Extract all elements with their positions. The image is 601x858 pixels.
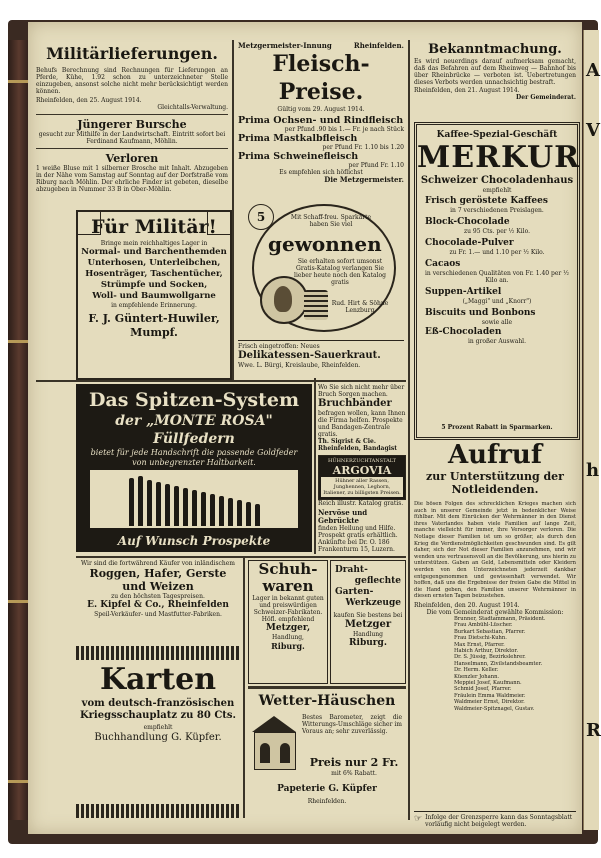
fleisch-item-name: Prima Mastkalbfleisch: [238, 133, 358, 144]
draht-w3: Garten-: [335, 587, 374, 597]
argovia-body: Hühner aller Rassen, Junghennen, Leghorn, Italiener, zu billigsten Preisen.: [321, 477, 403, 497]
militaer-line: Strümpfe und Socken,: [100, 280, 208, 290]
aufruf-date: Rheinfelden, den 20. August 1914.: [414, 601, 520, 609]
fleisch-item-price: per Pfund Fr. 1.10: [348, 162, 404, 169]
merkur-item-name: Cacaos: [425, 259, 461, 269]
schuh-sub: Handlung,: [272, 634, 304, 641]
sauerkraut-ad: [238, 340, 404, 379]
pen-nib-icon: [138, 476, 143, 526]
schuh-ad: [248, 560, 328, 684]
house-body: [254, 732, 296, 770]
weather-house-icon: [252, 716, 296, 774]
section-rule: [248, 686, 406, 689]
wetter-body: Bestes Barometer, zeigt die Witterungs-Umschläge sicher im Voraus an; sehr zuverlässig.: [302, 714, 402, 735]
draht-ad: [330, 560, 406, 684]
house-door: [260, 743, 270, 763]
metzger-header-left: Metzgermeister-Innung: [238, 41, 332, 50]
roggen-sub: Speil-Verkäufer- und Mastfutter-Fabriken.: [94, 611, 222, 618]
committee-member: Habich Arthur, Direktor.: [454, 647, 518, 654]
fleisch-note: Es empfehlen sich höflichst: [279, 169, 363, 176]
militaer-outro: in empfehlende Erinnerung.: [111, 302, 197, 309]
sauerkraut-prefix: Frisch eingetroffen: Neues: [238, 343, 320, 350]
draht-town: Riburg.: [349, 638, 387, 648]
next-page-letter: R: [586, 720, 601, 741]
merkur-header: Kaffee-Spezial-Geschäft: [436, 130, 558, 140]
pen-nib-icon: [183, 488, 188, 526]
committee-member: Meppiel Josef, Kaufmann.: [454, 679, 522, 686]
fleisch-item-price: per Pfund Fr. 1.10 bis 1.20: [322, 144, 404, 151]
bruch-body: befragen wollen, kann Ihnen die Firma helfen. Prospekte und Bandagen-Zentrale gratis.: [318, 410, 406, 438]
merkur-item-name: Biscuits und Bonbons: [425, 308, 536, 318]
aufruf-committee: Die vom Gemeinderat gewählte Kommission:: [426, 608, 564, 616]
ornament-corner: [78, 212, 101, 235]
draht-sub: Handlung: [352, 631, 383, 638]
wetter-title: Wetter-Häuschen: [258, 693, 396, 709]
section-rule: [36, 380, 406, 382]
schuh-body: Lager in bekannt guten und preiswürdigen Schweizer-Fabrikaten. Höfl. empfehlend: [252, 595, 324, 623]
ornament-corner: [207, 212, 230, 235]
schuh-title: Schuh-waren: [258, 560, 318, 595]
lost-body: 1 weiße Bluse mit 1 silberner Brosche mit Inhalt. Abzugeben in der Nähe vom Samstag auf Sonntag auf der Dorfstraße vom Riburg nach Möhlin. Der ehrliche Finder ist gebeten, dieselbe abzugeben in Nummer 33 B in Ober-Möhlin.: [36, 165, 228, 193]
bruch-note: Wo Sie sich nicht mehr über Bruch Sorgen machen.: [318, 384, 405, 398]
merkur-item-desc: in verschiedenen Qualitäten von Fr. 1.40 per ½ Kilo an.: [425, 270, 569, 284]
committee-member: Brunner, Stadtammann, Präsident.: [454, 615, 546, 622]
ornament-band: [76, 646, 240, 660]
bruch-title: Bruchbänder: [318, 398, 392, 409]
coin-stack-icon: [304, 290, 328, 320]
committee-member: Hanselmann, Zivilstandsbeamter.: [454, 660, 543, 667]
fleisch-title: Fleisch-Preise.: [272, 51, 370, 105]
aufruf-title: Aufruf: [447, 440, 543, 470]
merkur-item-name: Frisch geröstete Kaffees: [425, 196, 548, 206]
fleisch-item-name: Prima Schweinefleisch: [238, 151, 359, 162]
committee-member: Burkart Sebastian, Pfarrer.: [454, 628, 526, 635]
merkur-item-desc: („Maggi" und „Knorr"): [462, 298, 532, 305]
military-signer: Gleichtalls-Verwaltung.: [157, 104, 228, 111]
pen-nib-icon: [165, 484, 170, 526]
aufruf-notice: [414, 440, 576, 830]
nerven-body: finden Heilung und Hilfe. Prospekt gratis erhältlich. Ankünfte bei Dr. O. 186 Frankenturm 15, Luzern.: [318, 525, 398, 553]
merkur-subtitle: Schweizer Chocoladenhaus: [420, 175, 574, 186]
militaer-line: Normal- und Barchenthemden: [81, 247, 227, 257]
next-page-letter: V: [586, 120, 600, 141]
column-rule: [243, 556, 245, 818]
pen-nib-icon: [228, 498, 233, 526]
sauerkraut-addr: Wwe. L. Bürgi, Kreislaube, Rheinfelden.: [238, 362, 361, 369]
committee-member: Fräulein Emma Waldmeier.: [454, 692, 526, 699]
schuh-firm: Metzger,: [265, 623, 311, 633]
pen-nib-icon: [255, 504, 260, 526]
committee-member: Küenzler Johann.: [454, 673, 500, 680]
draht-firm: Metzger: [344, 619, 392, 630]
fleisch-valid: Gültig vom 29. August 1914.: [277, 106, 365, 113]
committee-member: Frau Dietschi-Kuhn.: [454, 635, 507, 642]
metzger-header-right: Rheinfelden.: [353, 41, 404, 50]
portrait-head: [274, 286, 292, 312]
spitzen-title: Das Spitzen-System: [88, 389, 300, 411]
merkur-item-desc: in 7 verschiedenen Preislagen.: [450, 207, 544, 214]
draht-w2: geflechte: [354, 576, 401, 586]
wetter-town: Rheinfelden.: [307, 798, 347, 805]
newspaper-page: [28, 22, 582, 834]
spine-band: [8, 340, 30, 343]
aufruf-footer: [414, 811, 576, 828]
bruch-ad: [318, 384, 406, 554]
wetter-firm: Papeterie G. Küpfer: [277, 784, 377, 794]
pen-nibs-illustration: [90, 470, 298, 528]
merkur-item-name: Suppen-Artikel: [425, 287, 502, 297]
aufruf-sub2: Notleidenden.: [451, 483, 539, 496]
committee-member: Waldmeier Ernst, Direktor.: [454, 699, 525, 706]
merkur-footer: 5 Prozent Rabatt in Sparmarken.: [441, 424, 553, 431]
spine-band: [8, 600, 30, 603]
militaer-intro: Bringe mein reichhaltiges Lager in: [100, 240, 208, 247]
karten-ad: [76, 662, 240, 800]
spitzen-ad: [76, 384, 312, 552]
militaer-firm: F. J. Güntert-Huwiler,: [88, 312, 220, 325]
fleisch-signer: Die Metzgermeister.: [324, 175, 404, 184]
bursche-body: gesucht zur Mithilfe in der Landwirtschaft. Eintritt sofort bei Ferdinand Kaufmann, Möhlin.: [38, 131, 226, 145]
bekannt-notice: [414, 42, 576, 122]
pen-nib-icon: [156, 482, 161, 526]
column-rule: [408, 40, 410, 820]
roggen-title2: und Weizen: [122, 580, 194, 593]
militaer-title: Für Militär!: [91, 216, 217, 238]
merkur-item-desc: in großer Auswahl.: [467, 338, 527, 345]
column-rule: [314, 378, 316, 554]
gewonnen-top: Mit Schaff-freu. Sparkarte haben Sie viel: [290, 214, 372, 228]
gewonnen-ad: [238, 198, 404, 336]
aufruf-names: [414, 616, 576, 712]
military-date: Rheinfelden, den 25. August 1914.: [36, 97, 142, 104]
military-title: Militärlieferungen.: [46, 44, 218, 63]
pointing-hand-icon: ☞: [414, 814, 423, 824]
draht-w1: Draht-: [335, 565, 368, 575]
pen-nib-icon: [237, 500, 242, 526]
house-roof: [252, 716, 296, 732]
roggen-ad: [76, 560, 240, 644]
merkur-title: MERKUR: [417, 140, 581, 175]
next-page-letter: A: [586, 60, 600, 81]
argovia-title: ARGOVIA: [332, 464, 392, 477]
gewonnen-body: Sie erhalten sofort umsonst Gratis-Katalog verlangen Sie lieber heute noch den Katalog gratis: [294, 258, 386, 286]
merkur-item-name: Block-Chocolade: [425, 217, 510, 227]
bekannt-body: Es wird neuerdings darauf aufmerksam gemacht, daß das Befahren auf dem Rheinweg — Bahnhof bis über Rheinbrücke — verboten ist. Uebertretungen dieses Verbots werden unnachsichtig bestraft.: [414, 58, 576, 86]
pen-nib-icon: [219, 496, 224, 526]
committee-member: Waldmeier-Spitznagel, Gustav.: [454, 705, 535, 712]
militaer-line: Unterhosen, Unterleibchen,: [87, 258, 221, 268]
committee-member: Dr. Herm. Keller.: [454, 667, 499, 674]
fleisch-ad: [238, 42, 404, 194]
spine-band: [8, 80, 30, 83]
divider: [36, 148, 228, 149]
argovia-foot: Reich illustr. Katalog gratis.: [318, 500, 404, 507]
coin-portrait-icon: [260, 276, 308, 324]
next-page-edge: [583, 30, 599, 830]
house-door: [280, 743, 290, 763]
roggen-title1: Roggen, Hafer, Gerste: [89, 567, 227, 580]
military-body: Behufs Berechnung sind Rechnungen für Lieferungen an Pferde, Kühe, 1.92 schon zu unterzeichneter Stelle einzugeben, ansonst solche nicht mehr berücksichtigt werden können.: [36, 67, 228, 95]
karten-line2: Kriegsschauplatz zu 80 Cts.: [79, 710, 237, 721]
schuh-town: Riburg.: [271, 641, 305, 651]
sauerkraut-name: Delikatessen-Sauerkraut.: [238, 350, 381, 361]
karten-line1: vom deutsch-französischen: [81, 698, 235, 709]
gewonnen-title: gewonnen: [268, 232, 382, 256]
divider: [36, 114, 228, 115]
bekannt-date: Rheinfelden, den 21. August 1914.: [414, 87, 520, 94]
nerven-title: Nervöse und Gebrückte: [318, 508, 368, 525]
aufruf-body: Die bösen Folgen des schrecklichen Krieges machen sich auch in unserer Gemeinde jetzt in bedenklicher Weise fühlbar. Mit dem Einrücken der Wehrmänner in den Dienst ihres Vaterlandes haben viele Familien auf lange Zeit, manche vielleicht für immer, ihre Versorger verloren. Die Notlage dieser Familien ist um so größer, als durch den Krieg die Verdienstmöglichkeiten geschwunden sind. Es gilt daher, sich der Not dieser Familien anzunehmen, und wir wenden uns vertrauensvoll an die Bevölkerung, uns hierin zu unterstützen. Gaben an Geld, Lebensmitteln oder Kleidern werden von den Unterzeichneten jederzeit dankbar entgegengenommen und gewissenhaft verwendet. Wir hoffen, daß uns die Ergebnisse der freien Gabe die Mittel in die Hand geben, den Familien unserer Wehrmänner in diesen ernsten Tagen beizustehen.: [414, 501, 576, 600]
fleisch-item-name: Prima Ochsen- und Rindfleisch: [238, 115, 404, 126]
pen-nib-icon: [129, 478, 134, 526]
karten-title: Karten: [99, 662, 217, 697]
merkur-emp: empfiehlt: [482, 187, 512, 194]
military-notice: [36, 44, 228, 224]
wetter-ad: [248, 692, 406, 822]
bekannt-signer: Der Gemeinderat.: [516, 94, 576, 101]
draht-w4: Werkzeuge: [345, 598, 401, 608]
section-rule: [76, 556, 406, 558]
aufruf-sub1: zur Unterstützung der: [426, 470, 564, 483]
bursche-title: Jüngerer Bursche: [77, 118, 187, 131]
pen-nib-icon: [174, 486, 179, 526]
pen-nib-icon: [210, 494, 215, 526]
aufruf-foot: Infolge der Grenzsperre kann das Sonntagsblatt vorläufig nicht beigelegt werden.: [425, 814, 573, 828]
karten-emp: empfiehlt: [143, 724, 173, 731]
merkur-item-desc: zu Fr. 1.— und 1.10 per ½ Kilo.: [449, 249, 545, 256]
coin-icon: 5: [248, 204, 274, 230]
committee-member: Frau Ambühl-Lüscher.: [454, 622, 513, 629]
spitzen-footer: Auf Wunsch Prospekte: [117, 534, 271, 548]
roggen-intro: Wir sind die fortwährend Käufer von inländischem: [81, 560, 235, 567]
wetter-price: Preis nur 2 Fr.: [309, 756, 399, 769]
book-spine: [8, 40, 30, 820]
militaer-line: Woll- und Baumwollgarne: [92, 291, 216, 301]
pen-nib-icon: [201, 492, 206, 526]
spitzen-subtitle: der „MONTE ROSA" Füllfedern: [115, 413, 273, 447]
militaer-line: Hosenträger, Taschentücher,: [85, 269, 223, 279]
committee-member: Schmid Josef, Pfarrer.: [454, 686, 512, 693]
militaer-lines: [78, 247, 230, 302]
lost-title: Verloren: [105, 152, 159, 165]
spitzen-slogan: bietet für jede Handschrift die passende Goldfeder von unbegrenzter Haltbarkeit.: [90, 448, 298, 467]
fleisch-item-price: per Pfund .90 bis 1.— Fr. je nach Stück: [284, 126, 404, 133]
bruch-firm: Th. Sigrist & Cie. Rheinfelden, Bandagist: [318, 438, 398, 452]
committee-member: Max Ernst, Pfarrer.: [454, 641, 505, 648]
merkur-ad: [414, 122, 580, 440]
next-page-letter: h: [586, 460, 600, 481]
militaer-ad: [76, 210, 232, 380]
column-rule: [232, 40, 234, 380]
committee-member: Dr. S. Jüssig, Bezirkslehrer.: [454, 654, 526, 661]
pen-nib-icon: [147, 480, 152, 526]
militaer-town: Mumpf.: [130, 326, 178, 339]
pen-nib-icon: [192, 490, 197, 526]
argovia-top: HÜHNERZUCHTANSTALT: [328, 458, 396, 464]
pen-nib-icon: [246, 502, 251, 526]
roggen-firm: E. Kipfel & Co., Rheinfelden: [87, 600, 229, 610]
karten-shop: Buchhandlung G. Küpfer.: [94, 732, 222, 743]
merkur-item-desc: zu 95 Cts. per ½ Kilo.: [464, 228, 530, 235]
roggen-terms: zu den höchsten Tagespreisen.: [111, 593, 205, 600]
merkur-item-name: Chocolade-Pulver: [425, 238, 514, 248]
argovia-box: [318, 455, 406, 500]
gewonnen-maker: Rud. Hirt & Söhne Lenzburg: [331, 300, 389, 314]
ornament-band: [76, 804, 240, 818]
merkur-item-name: Eß-Chocoladen: [425, 327, 502, 337]
bekannt-title: Bekanntmachung.: [428, 42, 562, 57]
merkur-item-desc: sowie alle: [481, 319, 513, 326]
wetter-price-sub: mit 6% Rabatt.: [331, 770, 377, 777]
spine-band: [8, 780, 30, 783]
draht-note: kaufen Sie bestens bei: [333, 612, 403, 619]
